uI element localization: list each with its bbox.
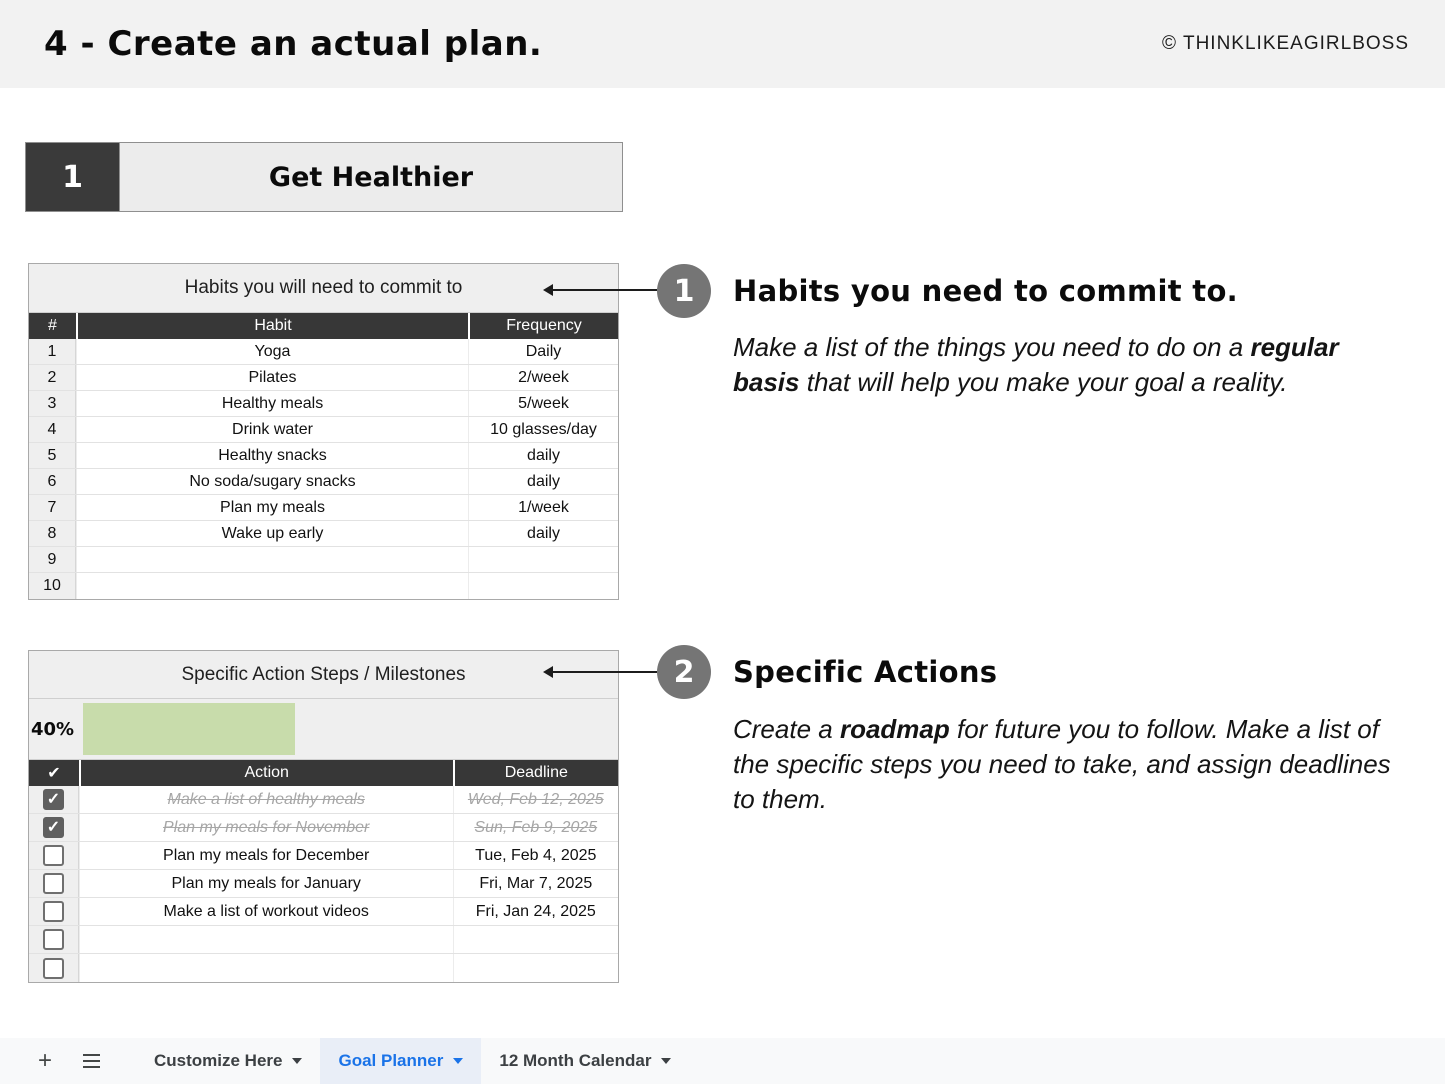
action-name-cell[interactable] bbox=[79, 926, 453, 953]
actions-table-body bbox=[29, 786, 618, 982]
action-checkbox-cell bbox=[29, 926, 79, 953]
action-checkbox-cell bbox=[29, 786, 79, 813]
action-checkbox-cell bbox=[29, 814, 79, 841]
tab-12-month-calendar[interactable] bbox=[481, 1038, 689, 1084]
checkbox-unchecked[interactable] bbox=[43, 929, 64, 950]
habit-name-cell[interactable]: Plan my meals bbox=[76, 495, 468, 520]
action-deadline-cell[interactable] bbox=[453, 954, 618, 982]
add-sheet-icon: + bbox=[37, 1047, 52, 1074]
habits-table-row bbox=[29, 391, 618, 417]
habits-col-num-header: # bbox=[48, 317, 57, 334]
habit-frequency-cell[interactable]: daily bbox=[468, 469, 618, 494]
tab-customize-here[interactable] bbox=[136, 1038, 320, 1084]
actions-table-row bbox=[29, 786, 618, 814]
habits-table-row bbox=[29, 339, 618, 365]
progress-track bbox=[83, 703, 612, 755]
action-deadline-cell[interactable] bbox=[453, 926, 618, 953]
habits-table-body bbox=[29, 339, 618, 599]
habit-row-number: 4 bbox=[29, 417, 76, 442]
annotation-2-arrow bbox=[545, 671, 657, 673]
action-deadline-cell[interactable]: Fri, Mar 7, 2025 bbox=[453, 870, 618, 897]
habit-frequency-cell[interactable]: 10 glasses/day bbox=[468, 417, 618, 442]
habit-row-number: 7 bbox=[29, 495, 76, 520]
habit-name-cell[interactable]: No soda/sugary snacks bbox=[76, 469, 468, 494]
action-checkbox-cell bbox=[29, 870, 79, 897]
habit-frequency-cell[interactable]: 1/week bbox=[468, 495, 618, 520]
habit-frequency-cell[interactable]: daily bbox=[468, 521, 618, 546]
actions-table-row bbox=[29, 926, 618, 954]
habits-table-row bbox=[29, 521, 618, 547]
sheet-tab-bar bbox=[0, 1038, 1445, 1084]
habit-name-cell[interactable]: Wake up early bbox=[76, 521, 468, 546]
actions-table-title: Specific Action Steps / Milestones bbox=[29, 651, 618, 699]
habit-name-cell[interactable]: Healthy snacks bbox=[76, 443, 468, 468]
habits-table-row bbox=[29, 547, 618, 573]
habits-col-habit-header: Habit bbox=[76, 313, 468, 339]
action-name-cell[interactable]: Make a list of healthy meals bbox=[79, 786, 453, 813]
habit-row-number: 2 bbox=[29, 365, 76, 390]
annotation-2-heading: Specific Actions bbox=[733, 655, 998, 689]
tab-12-month-calendar-label: 12 Month Calendar bbox=[499, 1051, 652, 1070]
habit-row-number: 8 bbox=[29, 521, 76, 546]
habits-table-title: Habits you will need to commit to bbox=[29, 264, 618, 313]
habits-table-row bbox=[29, 365, 618, 391]
chevron-down-icon[interactable] bbox=[661, 1058, 671, 1064]
action-checkbox-cell bbox=[29, 898, 79, 925]
habit-name-cell[interactable] bbox=[76, 547, 468, 572]
action-deadline-cell[interactable]: Tue, Feb 4, 2025 bbox=[453, 842, 618, 869]
habit-frequency-cell[interactable] bbox=[468, 547, 618, 572]
checkbox-unchecked[interactable] bbox=[43, 873, 64, 894]
habit-row-number: 6 bbox=[29, 469, 76, 494]
checkbox-unchecked[interactable] bbox=[43, 901, 64, 922]
progress-bar-fill bbox=[83, 703, 295, 755]
action-name-cell[interactable]: Plan my meals for December bbox=[79, 842, 453, 869]
habit-frequency-cell[interactable]: 2/week bbox=[468, 365, 618, 390]
habit-name-cell[interactable] bbox=[76, 573, 468, 599]
habits-table-row bbox=[29, 417, 618, 443]
add-sheet-button[interactable] bbox=[28, 1038, 62, 1084]
checkbox-unchecked[interactable] bbox=[43, 845, 64, 866]
checkbox-unchecked[interactable] bbox=[43, 958, 64, 979]
annotation-2-badge: 2 bbox=[657, 645, 711, 699]
actions-col-check-header: ✔ bbox=[47, 765, 61, 782]
habits-col-frequency-header: Frequency bbox=[468, 313, 618, 339]
progress-row bbox=[29, 699, 618, 760]
habit-row-number: 9 bbox=[29, 547, 76, 572]
top-header-bar bbox=[0, 0, 1445, 88]
annotation-1-badge: 1 bbox=[657, 264, 711, 318]
checkbox-checked[interactable] bbox=[43, 817, 64, 838]
chevron-down-icon[interactable] bbox=[292, 1058, 302, 1064]
action-name-cell[interactable]: Plan my meals for November bbox=[79, 814, 453, 841]
tab-customize-here-label: Customize Here bbox=[154, 1051, 283, 1070]
habit-name-cell[interactable]: Healthy meals bbox=[76, 391, 468, 416]
action-name-cell[interactable]: Plan my meals for January bbox=[79, 870, 453, 897]
actions-table-row bbox=[29, 814, 618, 842]
goal-title-cell[interactable]: Get Healthier bbox=[268, 161, 474, 193]
actions-table-header-row bbox=[29, 760, 618, 786]
habits-table bbox=[28, 263, 619, 600]
habit-name-cell[interactable]: Drink water bbox=[76, 417, 468, 442]
tab-bar-spacer bbox=[0, 1038, 28, 1084]
goal-number-cell[interactable]: 1 bbox=[26, 143, 120, 211]
habits-table-row bbox=[29, 573, 618, 599]
action-deadline-cell[interactable]: Fri, Jan 24, 2025 bbox=[453, 898, 618, 925]
actions-col-deadline-header: Deadline bbox=[453, 760, 618, 786]
actions-table-row bbox=[29, 842, 618, 870]
actions-table-row bbox=[29, 954, 618, 982]
habits-table-row bbox=[29, 495, 618, 521]
habit-row-number: 10 bbox=[29, 573, 76, 599]
annotation-1-heading: Habits you need to commit to. bbox=[733, 274, 1238, 308]
habit-name-cell[interactable]: Pilates bbox=[76, 365, 468, 390]
habits-table-row bbox=[29, 469, 618, 495]
habit-frequency-cell[interactable]: Daily bbox=[468, 339, 618, 364]
checkbox-checked[interactable] bbox=[43, 789, 64, 810]
all-sheets-button[interactable] bbox=[74, 1038, 108, 1084]
habit-frequency-cell[interactable]: daily bbox=[468, 443, 618, 468]
annotation-2-body: Create a roadmap for future you to follow. Make a list of the specific steps you need to take, and assign deadlines to them. bbox=[733, 714, 1391, 814]
annotation-1-arrow bbox=[545, 289, 657, 291]
action-checkbox-cell bbox=[29, 842, 79, 869]
all-sheets-menu-icon bbox=[83, 1054, 100, 1068]
actions-table bbox=[28, 650, 619, 983]
action-deadline-cell[interactable]: Wed, Feb 12, 2025 bbox=[453, 786, 618, 813]
habit-row-number: 1 bbox=[29, 339, 76, 364]
tab-goal-planner-label: Goal Planner bbox=[338, 1051, 444, 1070]
progress-percent-label: 40% bbox=[30, 718, 75, 740]
habit-frequency-cell[interactable] bbox=[468, 573, 618, 599]
habit-row-number: 5 bbox=[29, 443, 76, 468]
action-checkbox-cell bbox=[29, 954, 79, 982]
action-deadline-cell[interactable]: Sun, Feb 9, 2025 bbox=[453, 814, 618, 841]
habit-name-cell[interactable]: Yoga bbox=[76, 339, 468, 364]
annotation-1-body: Make a list of the things you need to do on a regular basis that will help you make your goal a reality. bbox=[733, 332, 1339, 397]
habits-table-row bbox=[29, 443, 618, 469]
actions-col-action-header: Action bbox=[79, 760, 453, 786]
tab-goal-planner[interactable] bbox=[320, 1038, 481, 1084]
action-name-cell[interactable] bbox=[79, 954, 453, 982]
habit-frequency-cell[interactable]: 5/week bbox=[468, 391, 618, 416]
page-title: 4 - Create an actual plan. bbox=[44, 24, 543, 64]
habit-row-number: 3 bbox=[29, 391, 76, 416]
copyright-text: © THINKLIKEAGIRLBOSS bbox=[1162, 33, 1409, 54]
habits-table-header-row bbox=[29, 313, 618, 339]
actions-table-row bbox=[29, 870, 618, 898]
goal-banner bbox=[25, 142, 623, 212]
action-name-cell[interactable]: Make a list of workout videos bbox=[79, 898, 453, 925]
actions-table-row bbox=[29, 898, 618, 926]
chevron-down-icon[interactable] bbox=[453, 1058, 463, 1064]
